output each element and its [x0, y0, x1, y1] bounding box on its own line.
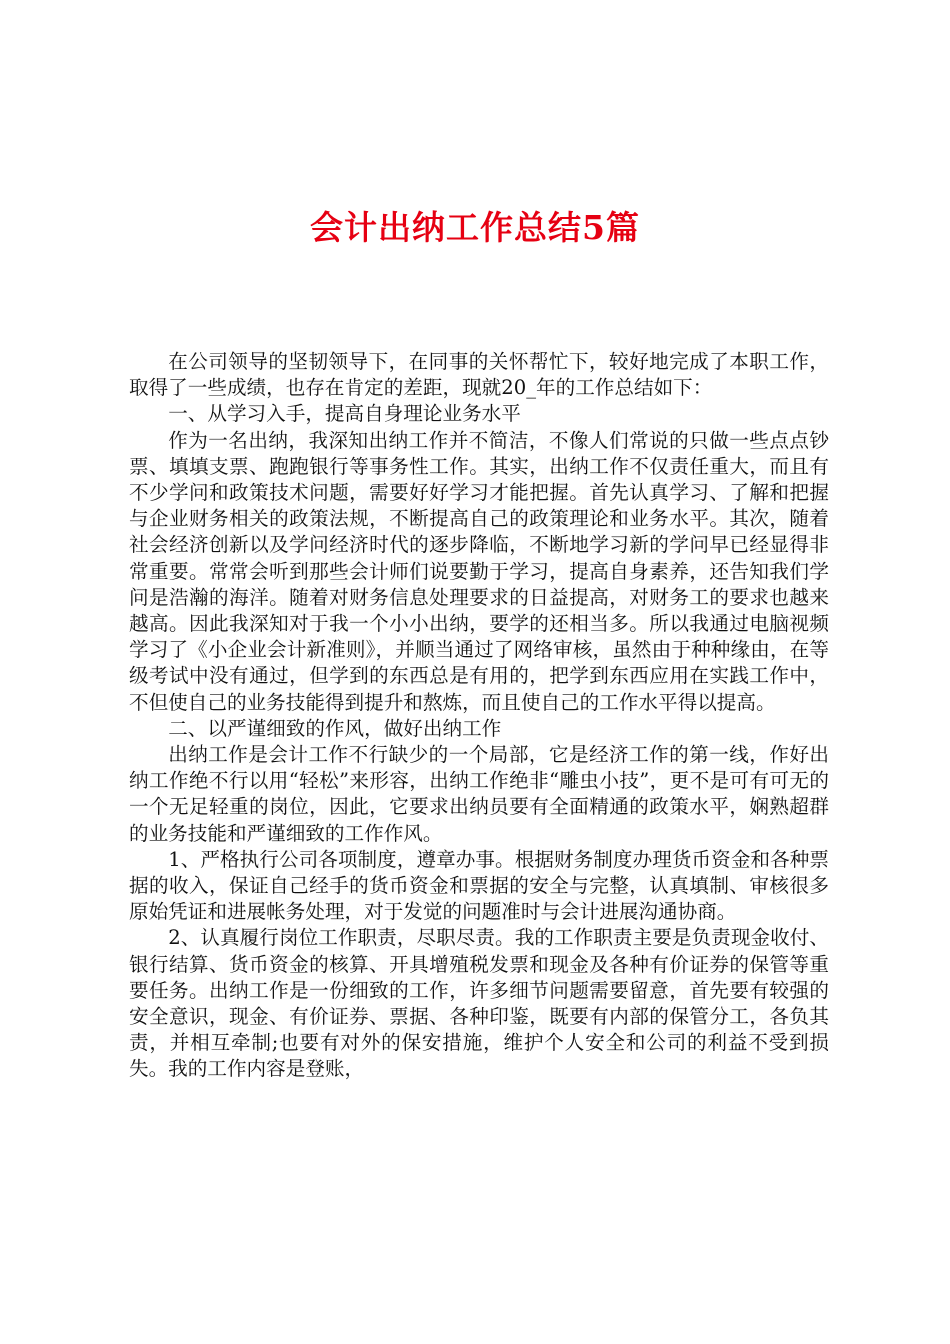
document-title: 会计出纳工作总结5篇 [310, 208, 640, 247]
paragraph-section-2: 出纳工作是会计工作不行缺少的一个局部，它是经济工作的第一线，作好出纳工作绝不行以用“轻松”来形容，出纳工作绝非“雕虫小技”，更不是可有可无的一个无足轻重的岗位，因此，它要求出纳员要有全面精通的政策水平，娴熟超群的业务技能和严谨细致的工作作风。 [129, 743, 829, 845]
paragraph-item-1: 1、严格执行公司各项制度，遵章办事。根据财务制度办理货币资金和各种票据的收入，保证自己经手的货币资金和票据的安全与完整，认真填制、审核很多原始凭证和进展帐务处理，对于发觉的问题准时与会计进展沟通协商。 [129, 847, 829, 924]
heading-section-2: 二、以严谨细致的作风，做好出纳工作 [168, 716, 502, 740]
paragraph-item-2: 2、认真履行岗位工作职责，尽职尽责。我的工作职责主要是负责现金收付、银行结算、货币资金的核算、开具增殖税发票和现金及各种有价证券的保管等重要任务。出纳工作是一份细致的工作，许多细节问题需要留意，首先要有较强的安全意识，现金、有价证券、票据、各种印鉴，既要有内部的保管分工，各负其责，并相互牵制;也要有对外的保安措施，维护个人安全和公司的利益不受到损失。我的工作内容是登账， [129, 926, 829, 1081]
paragraph-section-1: 作为一名出纳，我深知出纳工作并不简洁，不像人们常说的只做一些点点钞票、填填支票、跑跑银行等事务性工作。其实，出纳工作不仅责任重大，而且有不少学问和政策技术问题，需要好好学习才能把握。首先认真学习、了解和把握与企业财务相关的政策法规，不断提高自己的政策理论和业务水平。其次，随着社会经济创新以及学问经济时代的逐步降临，不断地学习新的学问早已经显得非常重要。常常会听到那些会计师们说要勤于学习，提高自身素养，还告知我们学问是浩瀚的海洋。随着对财务信息处理要求的日益提高，对财务工的要求也越来越高。因此我深知对于我一个小小出纳，要学的还相当多。所以我通过电脑视频学习了《小企业会计新准则》，并顺当通过了网络审核，虽然由于种种缘由，在等级考试中没有通过，但学到的东西总是有用的，把学到东西应用在实践工作中，不但使自己的业务技能得到提升和熬炼，而且使自己的工作水平得以提高。 [129, 428, 829, 714]
heading-section-1: 一、从学习入手，提高自身理论业务水平 [168, 402, 521, 426]
paragraph-intro: 在公司领导的坚韧领导下，在同事的关怀帮忙下，较好地完成了本职工作，取得了一些成绩，也存在肯定的差距，现就20_年的工作总结如下： [129, 350, 829, 400]
document-body [129, 349, 829, 1083]
